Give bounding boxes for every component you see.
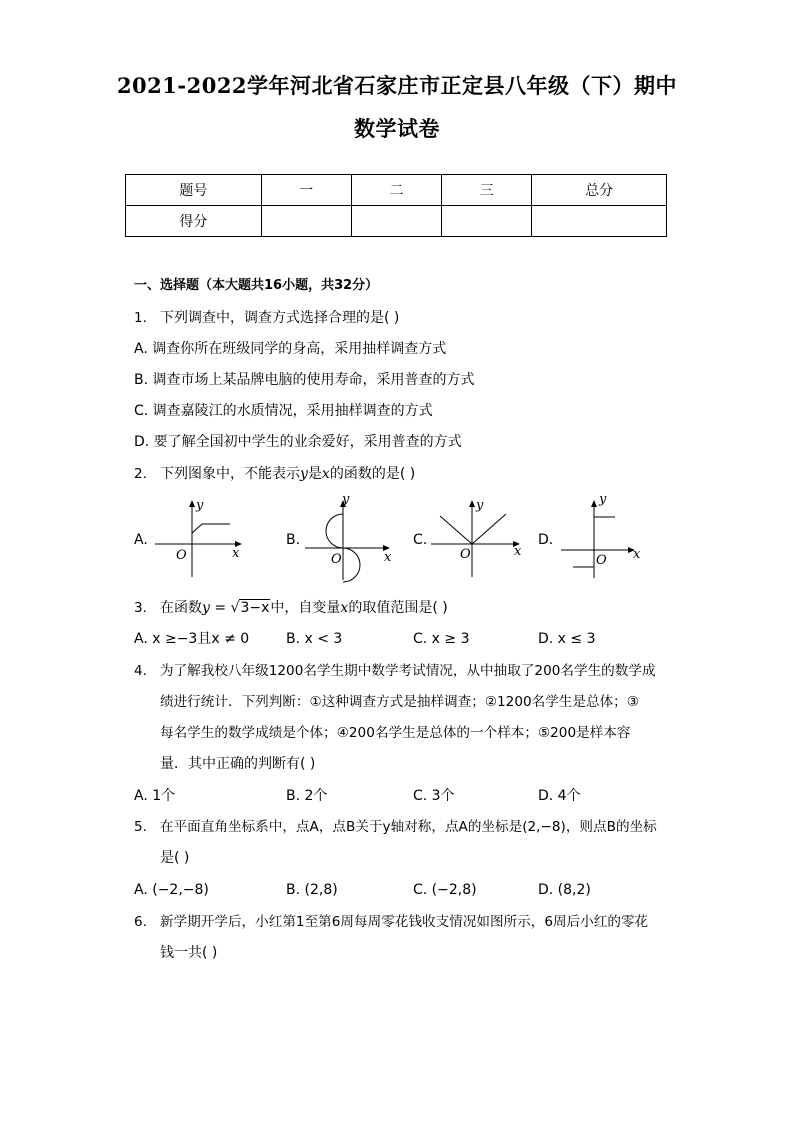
axis-label-y: y xyxy=(342,492,350,507)
option-a: A. (−2,−8) xyxy=(134,882,209,898)
math-var-y: y xyxy=(202,600,210,616)
question-stem xyxy=(160,464,415,484)
question-stem: 下列调查中，调查方式选择合理的是( ) xyxy=(160,310,400,326)
axis-label-y: y xyxy=(476,498,484,513)
option-c: C. (−2,8) xyxy=(413,882,477,898)
axis-label-y: y xyxy=(196,498,204,513)
option-b: B. x < 3 xyxy=(286,631,343,647)
math-var-x: x xyxy=(321,466,330,482)
origin-label: O xyxy=(596,553,607,568)
option-d: D. 4个 xyxy=(538,788,581,804)
graph-label-c: C. xyxy=(413,532,428,548)
option-b: B. 2个 xyxy=(286,788,328,804)
sqrt-radicand: 3−x xyxy=(240,600,270,616)
graph-label-a: A. xyxy=(134,532,148,548)
option-c: C. 调查嘉陵江的水质情况，采用抽样调查的方式 xyxy=(134,403,433,419)
question-number: 3. xyxy=(134,600,147,616)
sqrt-symbol: √ xyxy=(230,600,240,616)
stem-text: 是 xyxy=(307,466,322,482)
graph-label-d: D. xyxy=(538,532,554,548)
option-c: C. 3个 xyxy=(413,788,455,804)
stem-text: 在函数 xyxy=(160,600,202,616)
exam-title-line1: 2021-2022学年河北省石家庄市正定县八年级（下）期中 xyxy=(116,73,678,98)
math-var-x: x xyxy=(340,600,349,616)
question-stem-line: 绩进行统计．下列判断：①这种调查方式是抽样调查；②1200名学生是总体；③ xyxy=(160,694,639,710)
question-stem-line: 量．其中正确的判断有( ) xyxy=(160,756,316,772)
question-number: 6. xyxy=(134,914,147,930)
question-number: 4. xyxy=(134,663,147,679)
graph-b xyxy=(300,490,400,585)
score-cell-empty xyxy=(351,206,442,237)
score-header-cell: 二 xyxy=(351,175,442,206)
graph-d xyxy=(558,490,658,585)
score-table xyxy=(125,174,667,237)
stem-text: 中，自变量 xyxy=(270,600,341,616)
stem-text: 下列图象中，不能表示 xyxy=(160,466,300,482)
stem-text: 的取值范围是( ) xyxy=(348,600,448,616)
question-number: 2. xyxy=(134,466,147,482)
score-header-cell: 三 xyxy=(442,175,532,206)
axis-label-x: x xyxy=(514,544,522,559)
option-d: D. x ≤ 3 xyxy=(538,631,596,647)
stem-text: 的函数的是( ) xyxy=(329,466,416,482)
question-stem-line: 每名学生的数学成绩是个体；④200名学生是总体的一个样本；⑤200是样本容 xyxy=(160,725,631,741)
graph-a xyxy=(150,495,250,580)
score-cell-empty xyxy=(442,206,532,237)
score-table-header-row xyxy=(126,175,667,206)
axis-label-x: x xyxy=(232,546,240,561)
question-stem-line: 在平面直角坐标系中，点A，点B关于y轴对称，点A的坐标是(2,−8)，则点B的坐标 xyxy=(160,819,657,835)
score-table-score-row xyxy=(126,206,667,237)
math-equals: = xyxy=(209,600,231,616)
option-b: B. 调查市场上某品牌电脑的使用寿命，采用普查的方式 xyxy=(134,372,475,388)
option-a: A. x ≥−3且x ≠ 0 xyxy=(134,631,250,647)
graph-label-b: B. xyxy=(286,532,301,548)
axis-label-y: y xyxy=(599,492,607,507)
option-b: B. (2,8) xyxy=(286,882,338,898)
score-header-cell: 一 xyxy=(261,175,351,206)
graph-c xyxy=(428,495,528,580)
question-stem xyxy=(160,598,448,618)
exam-title-line2: 数学试卷 xyxy=(354,116,440,141)
score-cell-empty xyxy=(532,206,667,237)
option-d: D. 要了解全国初中学生的业余爱好，采用普查的方式 xyxy=(134,434,462,450)
option-c: C. x ≥ 3 xyxy=(413,631,470,647)
question-stem-line: 为了解我校八年级1200名学生期中数学考试情况，从中抽取了200名学生的数学成 xyxy=(160,663,656,679)
option-a: A. 1个 xyxy=(134,788,176,804)
score-header-cell: 总分 xyxy=(532,175,667,206)
axis-label-x: x xyxy=(633,547,641,562)
question-number: 5. xyxy=(134,819,147,835)
origin-label: O xyxy=(176,548,187,563)
axis-label-x: x xyxy=(384,550,392,565)
question-stem-line: 是( ) xyxy=(160,850,190,866)
question-number: 1. xyxy=(134,310,147,326)
question-stem-line: 新学期开学后，小红第1至第6周每周零花钱收支情况如图所示，6周后小红的零花 xyxy=(160,914,649,930)
option-a: A. 调查你所在班级同学的身高，采用抽样调查方式 xyxy=(134,341,447,357)
section-heading: 一、选择题（本大题共16小题，共32分） xyxy=(134,278,379,293)
origin-label: O xyxy=(331,552,342,567)
option-d: D. (8,2) xyxy=(538,882,591,898)
score-cell-empty xyxy=(261,206,351,237)
score-header-cell: 题号 xyxy=(126,175,262,206)
math-var-y: y xyxy=(300,466,308,482)
origin-label: O xyxy=(460,547,471,562)
question-stem-line: 钱一共( ) xyxy=(160,945,218,961)
score-row-label: 得分 xyxy=(126,206,262,237)
